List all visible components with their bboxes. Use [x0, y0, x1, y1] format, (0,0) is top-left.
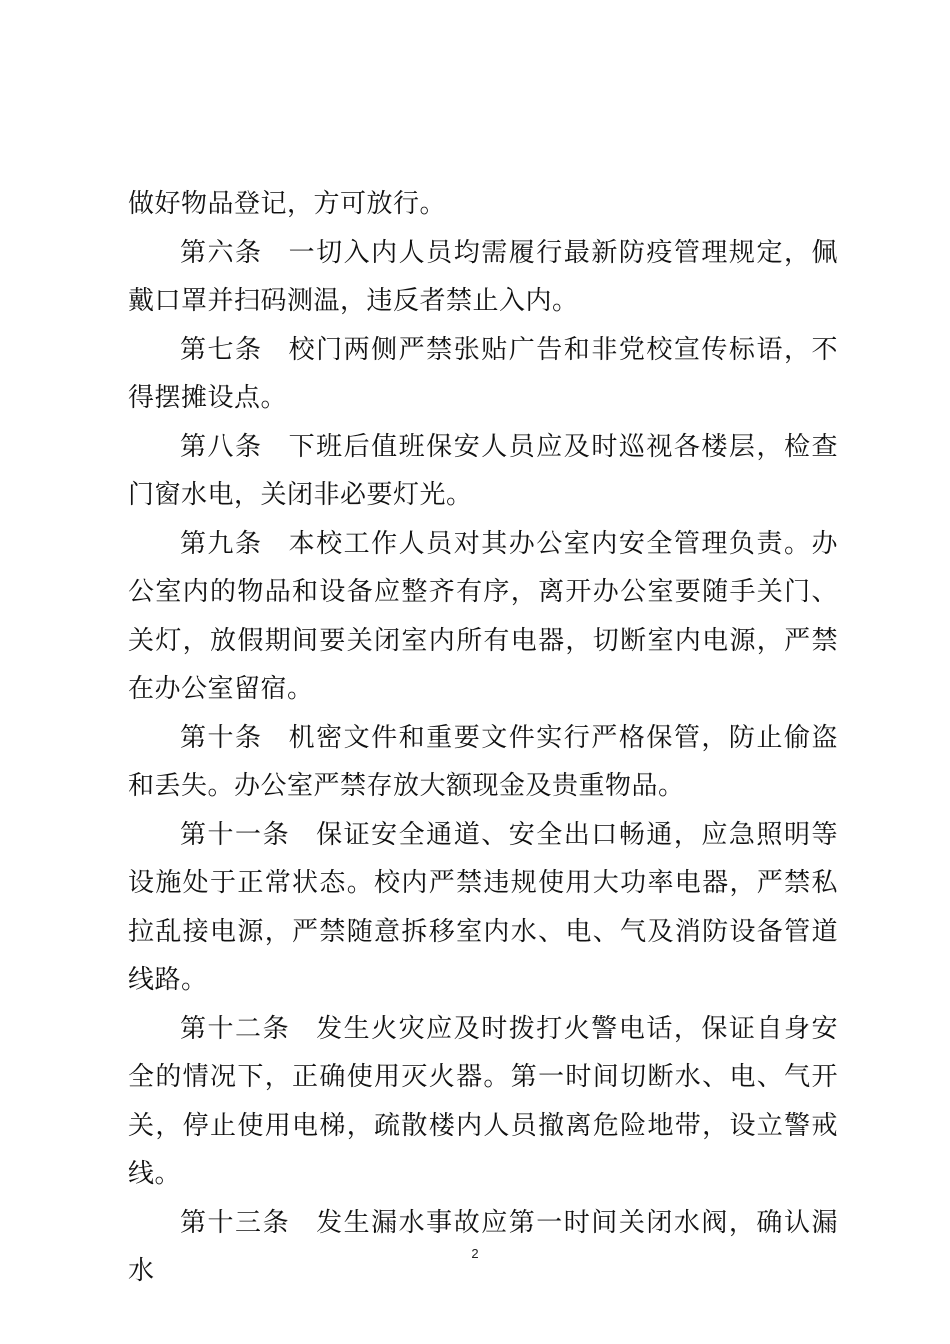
page-number: 2 — [471, 1246, 479, 1261]
article-number: 第六条 — [180, 237, 263, 268]
article-6 — [128, 229, 838, 326]
article-text: 一切入内人员均需履行最新防疫管理规定，佩戴口罩并扫码测温，违反者禁止入内。 — [128, 237, 838, 316]
article-number: 第八条 — [180, 431, 263, 462]
article-text: 发生火灾应及时拨打火警电话，保证自身安全的情况下，正确使用灭火器。第一时间切断水、电、气开关，停止使用电梯，疏散楼内人员撤离危险地带，设立警戒线。 — [128, 1013, 838, 1189]
article-7 — [128, 326, 838, 423]
article-text: 校门两侧严禁张贴广告和非党校宣传标语，不得摆摊设点。 — [128, 334, 838, 413]
article-number: 第七条 — [180, 334, 263, 365]
article-text: 本校工作人员对其办公室内安全管理负责。办公室内的物品和设备应整齐有序，离开办公室要随手关门、关灯，放假期间要关闭室内所有电器，切断室内电源，严禁在办公室留宿。 — [128, 528, 838, 704]
article-text: 下班后值班保安人员应及时巡视各楼层，检查门窗水电，关闭非必要灯光。 — [128, 431, 838, 510]
article-number: 第九条 — [180, 528, 263, 559]
article-number: 第十条 — [180, 722, 263, 753]
article-10 — [128, 714, 838, 811]
article-11 — [128, 811, 838, 1005]
document-body — [128, 180, 838, 1296]
article-number: 第十一条 — [180, 819, 291, 850]
article-12 — [128, 1005, 838, 1199]
article-text: 发生漏水事故应第一时间关闭水阀，确认漏水 — [128, 1207, 838, 1286]
article-text: 保证安全通道、安全出口畅通，应急照明等设施处于正常状态。校内严禁违规使用大功率电器，严禁私拉乱接电源，严禁随意拆移室内水、电、气及消防设备管道线路。 — [128, 819, 838, 995]
article-number: 第十二条 — [180, 1013, 291, 1044]
article-8 — [128, 423, 838, 520]
article-number: 第十三条 — [180, 1207, 291, 1238]
article-text: 机密文件和重要文件实行严格保管，防止偷盗和丢失。办公室严禁存放大额现金及贵重物品。 — [128, 722, 838, 801]
article-9 — [128, 520, 838, 714]
continuation-paragraph: 做好物品登记，方可放行。 — [128, 189, 447, 219]
